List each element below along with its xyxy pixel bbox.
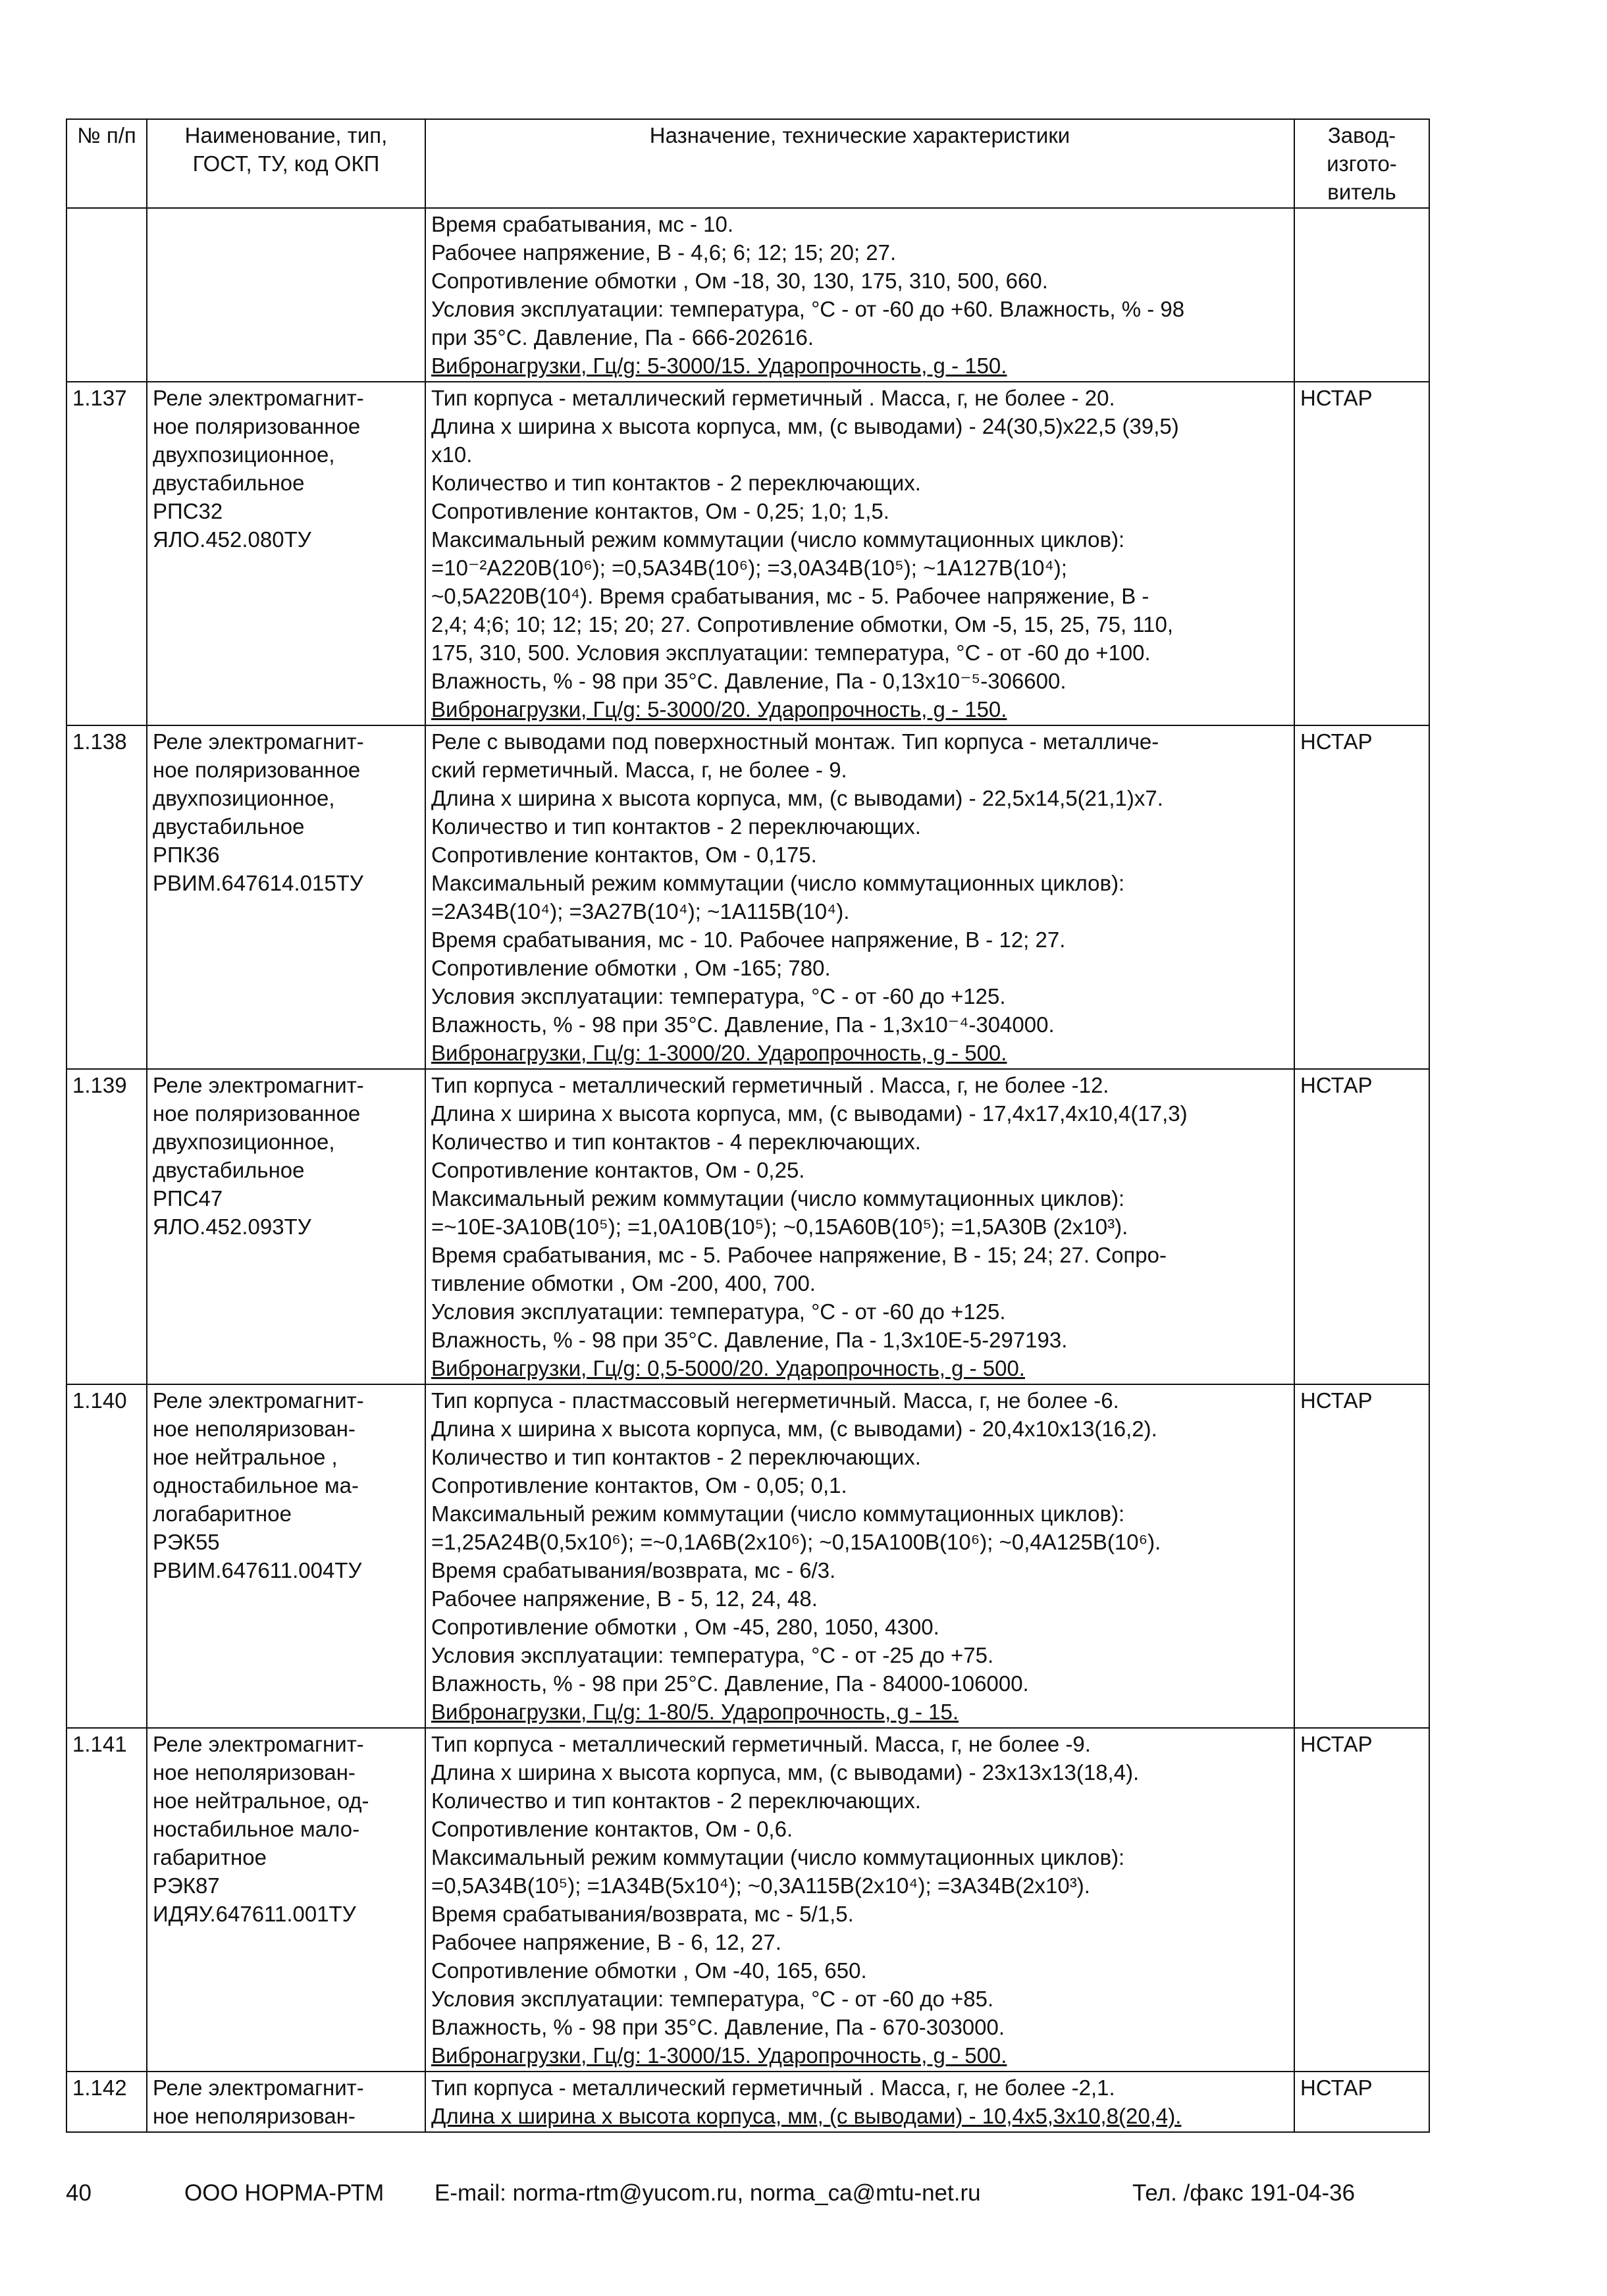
spec-line: Рабочее напряжение, В - 5, 12, 24, 48. <box>431 1586 818 1611</box>
row-spec-cell <box>425 1384 1294 1728</box>
name-line: РПС47 <box>153 1186 223 1211</box>
spec-line: ский герметичный. Масса, г, не более - 9. <box>431 758 847 782</box>
spec-line: Длина х ширина х высота корпуса, мм, (с выводами) - 22,5х14,5(21,1)х7. <box>431 786 1163 810</box>
table-row <box>66 1384 1429 1728</box>
row-name-cell <box>147 1069 425 1384</box>
spec-line: при 35°С. Давление, Па - 666-202616. <box>431 325 814 350</box>
name-line: Реле электромагнит- <box>153 1732 364 1756</box>
spec-line: Тип корпуса - металлический герметичный . Масса, г, не более - 20. <box>431 386 1115 410</box>
row-number: 1.137 <box>66 382 147 725</box>
row-number: 1.142 <box>66 2072 147 2132</box>
row-number: 1.140 <box>66 1384 147 1728</box>
spec-line: Длина х ширина х высота корпуса, мм, (с выводами) - 24(30,5)х22,5 (39,5) <box>431 414 1179 438</box>
row-maker: НСТАР <box>1294 725 1429 1069</box>
spec-line: тивление обмотки , Ом -200, 400, 700. <box>431 1271 816 1295</box>
page-footer <box>66 2180 1429 2206</box>
spec-line: Длина х ширина х высота корпуса, мм, (с выводами) - 10,4х5,3х10,8(20,4). <box>431 2104 1182 2128</box>
table-row <box>66 1728 1429 2072</box>
row-maker <box>1294 208 1429 382</box>
header-num: № п/п <box>66 119 147 208</box>
name-line: двустабильное <box>153 1158 305 1182</box>
name-line: РПС32 <box>153 499 223 523</box>
spec-line: Условия эксплуатации: температура, °С - от -60 до +125. <box>431 984 1006 1008</box>
table-row <box>66 208 1429 382</box>
spec-line: Условия эксплуатации: температура, °С - от -60 до +85. <box>431 1987 994 2011</box>
row-number: 1.141 <box>66 1728 147 2072</box>
spec-line: Вибронагрузки, Гц/g: 5-3000/15. Ударопрочность, g - 150. <box>431 353 1007 378</box>
header-name: Наименование, тип, ГОСТ, ТУ, код ОКП <box>147 119 425 208</box>
spec-line: Количество и тип контактов - 2 переключающих. <box>431 1445 921 1469</box>
name-line: ное нейтральное , <box>153 1445 338 1469</box>
table-row <box>66 1069 1429 1384</box>
name-line: Реле электромагнит- <box>153 729 364 754</box>
spec-line: Максимальный режим коммутации (число коммутационных циклов): <box>431 1845 1125 1869</box>
row-name-cell <box>147 2072 425 2132</box>
footer-email: E-mail: norma-rtm@yucom.ru, norma_ca@mtu-net.ru <box>435 2180 981 2206</box>
spec-line: =10⁻²А220В(10⁶); =0,5А34В(10⁶); =3,0А34В(10⁵); ~1А127В(10⁴); <box>431 556 1067 580</box>
spec-line: Количество и тип контактов - 4 переключающих. <box>431 1130 921 1154</box>
name-line: Реле электромагнит- <box>153 2075 364 2100</box>
name-line: Реле электромагнит- <box>153 1388 364 1413</box>
spec-line: х10. <box>431 442 473 467</box>
spec-line: Сопротивление контактов, Ом - 0,25; 1,0; 1,5. <box>431 499 889 523</box>
row-name-cell <box>147 1384 425 1728</box>
name-line: двухпозиционное, <box>153 786 335 810</box>
spec-line: Время срабатывания/возврата, мс - 6/3. <box>431 1558 836 1582</box>
name-line: габаритное <box>153 1845 267 1869</box>
spec-line: Максимальный режим коммутации (число коммутационных циклов): <box>431 1501 1125 1526</box>
header-spec: Назначение, технические характеристики <box>425 119 1294 208</box>
name-line: двустабильное <box>153 471 305 495</box>
name-line: РВИМ.647611.004ТУ <box>153 1558 362 1582</box>
name-line: ное неполяризован- <box>153 1417 356 1441</box>
row-spec-cell <box>425 1728 1294 2072</box>
relay-spec-table <box>66 118 1430 2133</box>
spec-line: Условия эксплуатации: температура, °С - от -60 до +60. Влажность, % - 98 <box>431 297 1185 321</box>
spec-line: Количество и тип контактов - 2 переключающих. <box>431 471 921 495</box>
row-maker: НСТАР <box>1294 1069 1429 1384</box>
spec-line: Вибронагрузки, Гц/g: 5-3000/20. Ударопрочность, g - 150. <box>431 697 1007 721</box>
spec-line: Тип корпуса - металлический герметичный. Масса, г, не более -9. <box>431 1732 1091 1756</box>
spec-line: 175, 310, 500. Условия эксплуатации: температура, °С - от -60 до +100. <box>431 640 1151 665</box>
row-spec-cell <box>425 382 1294 725</box>
row-spec-cell <box>425 1069 1294 1384</box>
name-line: Реле электромагнит- <box>153 386 364 410</box>
spec-line: Вибронагрузки, Гц/g: 1-3000/20. Ударопрочность, g - 500. <box>431 1041 1007 1065</box>
row-spec-cell <box>425 2072 1294 2132</box>
spec-line: Сопротивление контактов, Ом - 0,175. <box>431 843 817 867</box>
spec-line: Вибронагрузки, Гц/g: 0,5-5000/20. Ударопрочность, g - 500. <box>431 1356 1025 1380</box>
name-line: ное поляризованное <box>153 414 361 438</box>
spec-line: Рабочее напряжение, В - 6, 12, 27. <box>431 1930 781 1954</box>
spec-line: 2,4; 4;6; 10; 12; 15; 20; 27. Сопротивление обмотки, Ом -5, 15, 25, 75, 110, <box>431 612 1174 637</box>
row-maker: НСТАР <box>1294 1384 1429 1728</box>
name-line: ЯЛО.452.093ТУ <box>153 1214 311 1239</box>
row-maker: НСТАР <box>1294 2072 1429 2132</box>
spec-line: Длина х ширина х высота корпуса, мм, (с выводами) - 20,4х10х13(16,2). <box>431 1417 1157 1441</box>
spec-line: Сопротивление обмотки , Ом -45, 280, 1050, 4300. <box>431 1615 939 1639</box>
spec-line: Сопротивление обмотки , Ом -18, 30, 130, 175, 310, 500, 660. <box>431 269 1048 293</box>
spec-line: Время срабатывания/возврата, мс - 5/1,5. <box>431 1902 854 1926</box>
spec-line: Сопротивление контактов, Ом - 0,6. <box>431 1817 793 1841</box>
row-name-cell <box>147 725 425 1069</box>
row-spec-cell <box>425 208 1294 382</box>
name-line: двухпозиционное, <box>153 442 335 467</box>
spec-line: Сопротивление обмотки , Ом -165; 780. <box>431 956 831 980</box>
spec-line: =1,25А24В(0,5х10⁶); =~0,1А6В(2х10⁶); ~0,15А100В(10⁶); ~0,4А125В(10⁶). <box>431 1530 1161 1554</box>
table-row <box>66 2072 1429 2132</box>
page-number: 40 <box>66 2180 92 2206</box>
spec-line: Влажность, % - 98 при 35°С. Давление, Па - 1,3х10⁻⁴-304000. <box>431 1012 1055 1037</box>
name-line: ИДЯУ.647611.001ТУ <box>153 1902 356 1926</box>
spec-line: Влажность, % - 98 при 35°С. Давление, Па - 0,13х10⁻⁵-306600. <box>431 669 1067 693</box>
spec-line: =0,5А34В(10⁵); =1А34В(5х10⁴); ~0,3А115В(2х10⁴); =3А34В(2х10³). <box>431 1873 1090 1898</box>
row-number: 1.138 <box>66 725 147 1069</box>
spec-line: Условия эксплуатации: температура, °С - от -60 до +125. <box>431 1299 1006 1324</box>
spec-line: Условия эксплуатации: температура, °С - от -25 до +75. <box>431 1643 994 1667</box>
spec-line: Время срабатывания, мс - 10. <box>431 212 734 236</box>
name-line: ное нейтральное, од- <box>153 1788 369 1813</box>
spec-line: Количество и тип контактов - 2 переключающих. <box>431 1788 921 1813</box>
table-header-row <box>66 119 1429 208</box>
spec-line: Длина х ширина х высота корпуса, мм, (с выводами) - 23х13х13(18,4). <box>431 1760 1140 1785</box>
name-line: ностабильное мало- <box>153 1817 360 1841</box>
spec-line: Влажность, % - 98 при 25°С. Давление, Па - 84000-106000. <box>431 1671 1029 1696</box>
spec-line: Сопротивление контактов, Ом - 0,05; 0,1. <box>431 1473 847 1498</box>
row-number <box>66 208 147 382</box>
table-body <box>66 208 1429 2132</box>
spec-line: ~0,5А220В(10⁴). Время срабатывания, мс - 5. Рабочее напряжение, В - <box>431 584 1149 608</box>
spec-line: Реле с выводами под поверхностный монтаж. Тип корпуса - металличе- <box>431 729 1159 754</box>
name-line: ное неполяризован- <box>153 2104 356 2128</box>
table-row <box>66 382 1429 725</box>
spec-line: Рабочее напряжение, В - 4,6; 6; 12; 15; 20; 27. <box>431 240 897 265</box>
name-line: ЯЛО.452.080ТУ <box>153 527 311 552</box>
footer-org: ООО НОРМА-РТМ <box>184 2180 384 2206</box>
spec-line: Максимальный режим коммутации (число коммутационных циклов): <box>431 1186 1125 1211</box>
spec-line: Сопротивление контактов, Ом - 0,25. <box>431 1158 805 1182</box>
row-spec-cell <box>425 725 1294 1069</box>
name-line: ное поляризованное <box>153 758 361 782</box>
name-line: РВИМ.647614.015ТУ <box>153 871 363 895</box>
name-line: ное неполяризован- <box>153 1760 356 1785</box>
spec-line: Тип корпуса - металлический герметичный . Масса, г, не более -12. <box>431 1073 1109 1097</box>
name-line: двухпозиционное, <box>153 1130 335 1154</box>
row-maker: НСТАР <box>1294 382 1429 725</box>
name-line: Реле электромагнит- <box>153 1073 364 1097</box>
spec-line: Количество и тип контактов - 2 переключающих. <box>431 814 921 839</box>
spec-line: =2А34В(10⁴); =3А27В(10⁴); ~1А115В(10⁴). <box>431 899 850 924</box>
footer-phone: Тел. /факс 191-04-36 <box>1132 2180 1356 2206</box>
table-row <box>66 725 1429 1069</box>
row-name-cell <box>147 208 425 382</box>
spec-line: Сопротивление обмотки , Ом -40, 165, 650. <box>431 1958 867 1983</box>
name-line: РПК36 <box>153 843 220 867</box>
row-name-cell <box>147 1728 425 2072</box>
name-line: логабаритное <box>153 1501 292 1526</box>
name-line: РЭК55 <box>153 1530 220 1554</box>
name-line: двустабильное <box>153 814 305 839</box>
spec-line: Максимальный режим коммутации (число коммутационных циклов): <box>431 871 1125 895</box>
row-number: 1.139 <box>66 1069 147 1384</box>
spec-line: Вибронагрузки, Гц/g: 1-3000/15. Ударопрочность, g - 500. <box>431 2043 1007 2068</box>
header-maker: Завод-изгото-витель <box>1294 119 1429 208</box>
spec-line: Максимальный режим коммутации (число коммутационных циклов): <box>431 527 1125 552</box>
name-line: РЭК87 <box>153 1873 220 1898</box>
name-line: одностабильное ма- <box>153 1473 359 1498</box>
spec-line: Длина х ширина х высота корпуса, мм, (с выводами) - 17,4х17,4х10,4(17,3) <box>431 1101 1188 1126</box>
spec-line: Влажность, % - 98 при 35°С. Давление, Па - 1,3х10Е-5-297193. <box>431 1328 1068 1352</box>
row-maker: НСТАР <box>1294 1728 1429 2072</box>
spec-line: Влажность, % - 98 при 35°С. Давление, Па - 670-303000. <box>431 2015 1005 2039</box>
spec-line: =~10Е-3А10В(10⁵); =1,0А10В(10⁵); ~0,15А60В(10⁵); =1,5А30В (2х10³). <box>431 1214 1128 1239</box>
spec-line: Время срабатывания, мс - 10. Рабочее напряжение, В - 12; 27. <box>431 927 1066 952</box>
row-name-cell <box>147 382 425 725</box>
name-line: ное поляризованное <box>153 1101 361 1126</box>
spec-line: Тип корпуса - металлический герметичный . Масса, г, не более -2,1. <box>431 2075 1115 2100</box>
spec-line: Вибронагрузки, Гц/g: 1-80/5. Ударопрочность, g - 15. <box>431 1700 959 1724</box>
spec-line: Тип корпуса - пластмассовый негерметичный. Масса, г, не более -6. <box>431 1388 1119 1413</box>
spec-line: Время срабатывания, мс - 5. Рабочее напряжение, В - 15; 24; 27. Сопро- <box>431 1243 1167 1267</box>
